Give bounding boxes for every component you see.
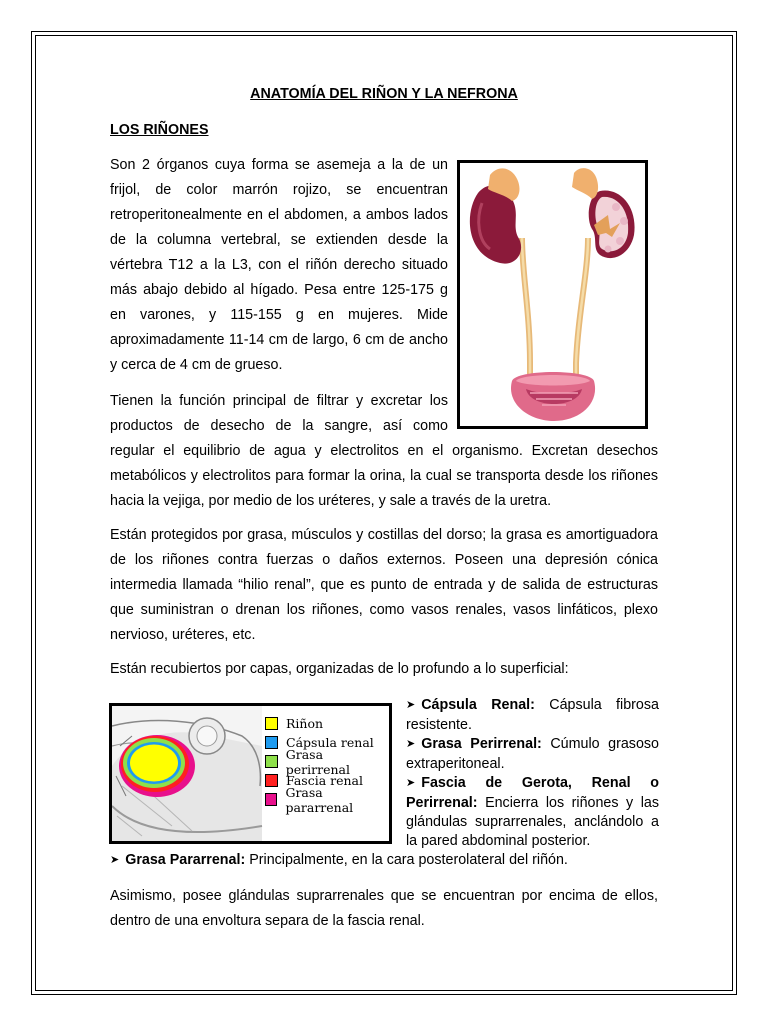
list-item-capsula: ➤ Cápsula Renal: Cápsula fibrosa resistente. — [406, 697, 659, 733]
layers-legend — [265, 714, 389, 815]
legend-item — [265, 784, 389, 815]
layers-list — [406, 696, 659, 851]
urinary-system-illustration — [460, 163, 645, 426]
arrow-bullet-icon: ➤ — [110, 854, 120, 866]
legend-label: Fascia renal — [286, 773, 363, 788]
legend-swatch — [265, 717, 278, 730]
legend-item — [265, 714, 389, 733]
legend-label: Riñon — [286, 716, 324, 731]
legend-swatch — [265, 736, 278, 749]
arrow-bullet-icon: ➤ — [406, 699, 416, 711]
arrow-bullet-icon: ➤ — [406, 738, 416, 750]
list-item-fascia: ➤ Fascia de Gerota, Renal o Perirrenal: Encierra los riñones y las glándulas suprarrenales, anclándolo a la pared abdominal posterior. — [406, 775, 659, 849]
legend-label: Grasa pararrenal — [285, 784, 354, 815]
arrow-bullet-icon: ➤ — [406, 777, 416, 789]
legend-swatch — [265, 793, 277, 806]
legend-item — [265, 746, 389, 777]
legend-label: Grasa perirrenal — [285, 746, 350, 777]
urinary-system-figure — [457, 160, 648, 429]
paragraph-2-intro: Tienen la función principal de filtrar y excretar los productos de desecho de la sangre, así como — [110, 393, 448, 434]
kidney-area — [130, 745, 178, 782]
document-title: ANATOMÍA DEL RIÑON Y LA NEFRONA — [250, 86, 518, 102]
list-item-grasa-perirrenal: ➤ Grasa Perirrenal: Cúmulo grasoso extraperitoneal. — [406, 736, 659, 772]
legend-label: Cápsula renal — [286, 735, 374, 750]
section-heading: LOS RIÑONES — [110, 122, 209, 138]
legend-swatch — [265, 774, 278, 787]
paragraph-3: Están protegidos por grasa, músculos y costillas del dorso; la grasa es amortiguadora de los riñones contra fuerzas o daños externos. Poseen una depresión cónica intermedia llamada “hilio renal”, que es punto de entrada y de salida de estructuras que suministran o drenan los riñones, como vasos renales, vasos linfáticos, plexo nervioso, uréteres, etc. — [110, 527, 658, 643]
paragraph-5: Asimismo, posee glándulas suprarrenales que se encuentran por encima de ellos, dentro de una envoltura separa de la fascia renal. — [110, 888, 658, 929]
renal-layers-figure — [109, 703, 392, 844]
list-item-grasa-pararrenal: ➤ Grasa Pararrenal: Principalmente, en la cara posterolateral del riñón. — [110, 852, 568, 868]
legend-swatch — [265, 755, 278, 768]
paragraph-2-continued: regular el equilibrio de agua y electrolitos en el organismo. Excretan desechos metabólicos y electrolitos para formar la orina, la cual se transporta desde los riñones hacia la vejiga, por medio de los uréteres, y sale a través de la uretra. — [110, 443, 658, 509]
left-adrenal-gland — [572, 168, 598, 199]
paragraph-1: Son 2 órganos cuya forma se asemeja a la de un frijol, de color marrón rojizo, se encuentran retroperitonealmente en el abdomen, a ambos lados de la columna vertebral, se extienden desde la vértebra T12 a la L3, con el riñón derecho situado más abajo debido al hígado. Pesa entre 125-175 g en varones, y 115-155 g en mujeres. Mide aproximadamente 11-14 cm de largo, 6 cm de ancho y cerca de 4 cm de grueso. — [110, 157, 448, 373]
paragraph-4: Están recubiertos por capas, organizadas de lo profundo a lo superficial: — [110, 661, 569, 677]
